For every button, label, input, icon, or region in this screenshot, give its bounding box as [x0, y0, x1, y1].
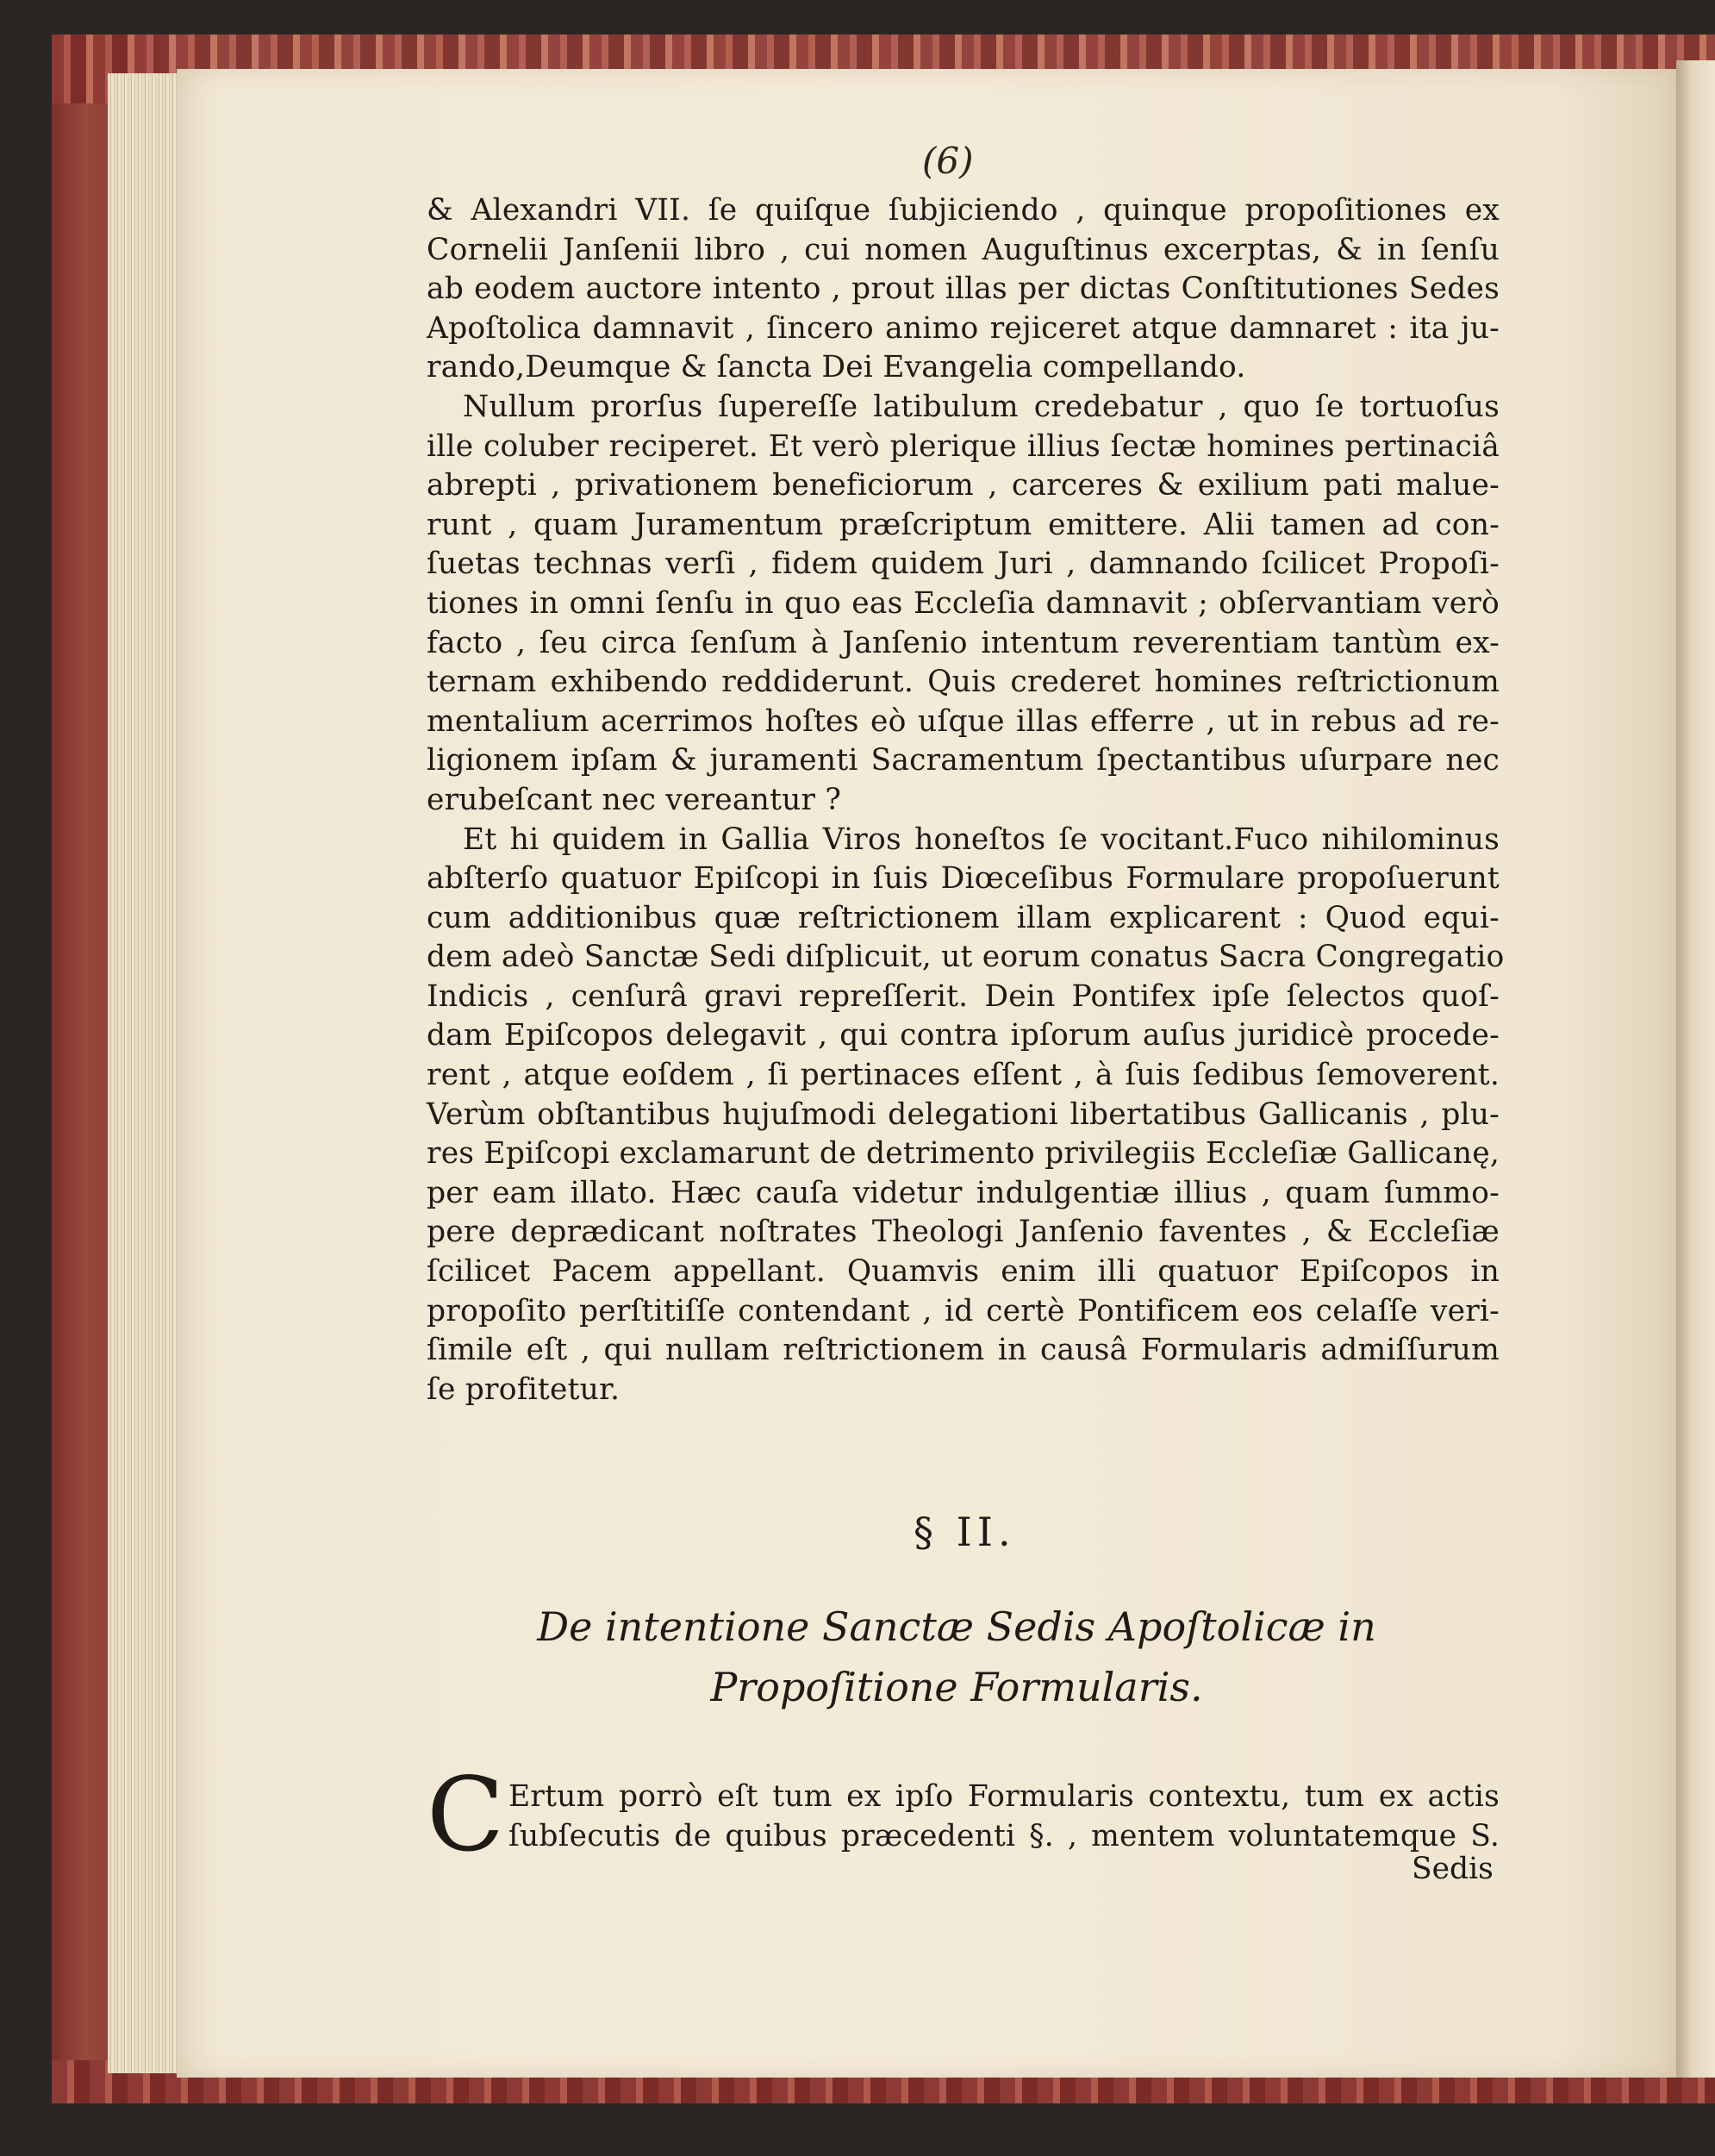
- text-line: ſe profitetur.: [427, 1372, 621, 1407]
- drop-cap: C: [427, 1755, 505, 1874]
- text-line: Verùm obſtantibus hujuſmodi delegationi libertatibus Gallicanis , plu-: [427, 1097, 1500, 1132]
- text-line: rando,Deumque & ſancta Dei Evangelia compellando.: [427, 350, 1246, 385]
- text-line: ſcilicet Pacem appellant. Quamvis enim illi quatuor Epiſcopos in: [427, 1254, 1500, 1290]
- text-line: ſuetas technas verſi , fidem quidem Juri , damnando ſcilicet Propoſi-: [427, 547, 1500, 582]
- facing-page-edge: [1676, 60, 1715, 2078]
- text-line: dem adeò Sanctæ Sedi diſplicuit, ut eorum conatus Sacra Congregatio: [427, 940, 1505, 975]
- section-number: § II.: [914, 1509, 1016, 1555]
- text-line: ſubſecutis de quibus præcedenti §. , mentem voluntatemque S.: [508, 1818, 1500, 1853]
- text-line: runt , quam Juramentum præſcriptum emittere. Alii tamen ad con-: [427, 507, 1500, 542]
- text-line: Nullum prorſus ſupereſſe latibulum credebatur , quo ſe tortuoſus: [463, 389, 1500, 424]
- text-line: Indicis , cenſurâ gravi repreſſerit. Dein Pontifex ipſe ſelectos quoſ-: [427, 978, 1500, 1014]
- text-line: ſimile eſt , qui nullam reſtrictionem in causâ Formularis admiſſurum: [427, 1333, 1500, 1368]
- text-line: ab eodem auctore intento , prout illas per dictas Conſtitutiones Sedes: [427, 272, 1500, 307]
- text-line: mentalium acerrimos hoſtes eò uſque illas efferre , ut in rebus ad re-: [427, 703, 1500, 739]
- text-line: Ertum porrò eſt tum ex ipſo Formularis contextu, tum ex actis: [508, 1779, 1500, 1814]
- section-heading-line-2: Propoſitione Formularis.: [710, 1664, 1203, 1710]
- text-line: cum additionibus quæ reſtrictionem illam explicarent : Quod equi-: [427, 900, 1500, 935]
- text-line: Apoſtolica damnavit , ſincero animo rejiceret atque damnaret : ita ju-: [427, 310, 1500, 346]
- text-line: res Epiſcopi exclamarunt de detrimento privilegiis Eccleſiæ Gallicanę,: [427, 1136, 1500, 1172]
- text-line: Cornelii Janſenii libro , cui nomen Auguſtinus excerptas, & in ſenſu: [427, 232, 1500, 267]
- text-line: erubeſcant nec vereantur ?: [427, 782, 842, 817]
- text-line: ille coluber reciperet. Et verò plerique illius ſectæ homines pertinaciâ: [427, 428, 1500, 464]
- text-line: & Alexandri VII. ſe quiſque ſubjiciendo , quinque propoſitiones ex: [427, 193, 1500, 228]
- page-number: (6): [922, 140, 974, 182]
- text-line: per eam illato. Hæc cauſa videtur indulgentiæ illius , quam ſummo-: [427, 1175, 1500, 1210]
- body-text: [427, 191, 1505, 1409]
- text-line: abſterſo quatuor Epiſcopi in ſuis Diœceſibus Formulare propoſuerunt: [427, 861, 1500, 897]
- section-heading-line-1: De intentione Sanctæ Sedis Apoſtolicæ in: [537, 1603, 1376, 1650]
- text-line: propoſito perſtitiſſe contendant , id certè Pontificem eos celaſſe veri-: [427, 1293, 1500, 1328]
- text-line: pere deprædicant noſtrates Theologi Janſenio faventes , & Eccleſiæ: [427, 1215, 1500, 1250]
- text-line: ligionem ipſam & juramenti Sacramentum ſpectantibus uſurpare nec: [427, 743, 1500, 778]
- text-line: tiones in omni ſenſu in quo eas Eccleſia damnavit ; obſervantiam verò: [427, 585, 1500, 621]
- text-line: facto , ſeu circa ſenſum à Janſenio intentum reverentiam tantùm ex-: [427, 625, 1500, 660]
- final-paragraph: [508, 1778, 1500, 1856]
- text-line: dam Epiſcopos delegavit , qui contra ipſorum auſus juridicè procede-: [427, 1018, 1500, 1053]
- text-line: Et hi quidem in Gallia Viros honeſtos ſe vocitant.Fuco nihilominus: [463, 822, 1500, 857]
- text-line: abrepti , privationem beneficiorum , carceres & exilium pati malue-: [427, 468, 1500, 503]
- text-line: ternam exhibendo reddiderunt. Quis crederet homines reſtrictionum: [427, 665, 1500, 700]
- catchword: Sedis: [1412, 1852, 1494, 1886]
- text-line: rent , atque eoſdem , ſi pertinaces eſſent , à ſuis ſedibus ſemoverent.: [427, 1058, 1500, 1093]
